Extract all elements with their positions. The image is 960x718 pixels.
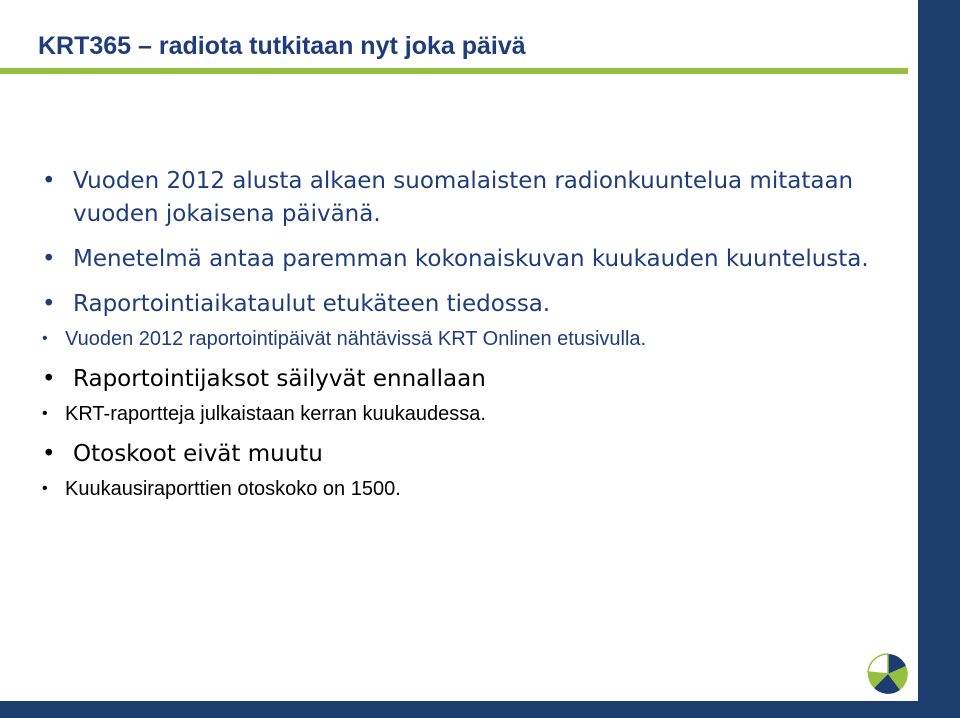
side-bar [918, 0, 960, 718]
bullet-text: Menetelmä antaa paremman kokonaiskuvan kuukauden kuuntelusta. [73, 246, 869, 272]
bullet-text: Otoskoot eivät muutu [73, 441, 323, 467]
bullet-item [42, 288, 892, 321]
bullet-item [42, 438, 892, 471]
bullet-item [42, 243, 892, 276]
bullet-list [42, 165, 892, 511]
sub-bullet-item [42, 400, 892, 428]
pie-logo-icon [866, 652, 910, 696]
bullet-text: Vuoden 2012 alusta alkaen suomalaisten radionkuuntelua mitataan vuoden jokaisena päivänä. [73, 168, 854, 227]
bullet-item [42, 165, 892, 231]
sub-bullet-text: KRT-raportteja julkaistaan kerran kuukaudessa. [65, 403, 486, 425]
sub-list-wrapper [42, 475, 892, 503]
slide-title: KRT365 – radiota tutkitaan nyt joka päivä [38, 32, 526, 60]
sub-bullet-item [42, 475, 892, 503]
bullet-item [42, 363, 892, 396]
sub-list-wrapper [42, 400, 892, 428]
sub-list-wrapper [42, 325, 892, 353]
sub-bullet-item [42, 325, 892, 353]
bullet-text: Raportointiaikataulut etukäteen tiedossa. [73, 291, 551, 317]
bullet-text: Raportointijaksot säilyvät ennallaan [73, 366, 486, 392]
sub-bullet-list [42, 475, 892, 503]
sub-bullet-text: Vuoden 2012 raportointipäivät nähtävissä KRT Onlinen etusivulla. [65, 328, 647, 350]
sub-bullet-list [42, 325, 892, 353]
sub-bullet-text: Kuukausiraporttien otoskoko on 1500. [65, 478, 401, 500]
sub-bullet-list [42, 400, 892, 428]
bottom-bar [0, 701, 918, 718]
title-divider [0, 68, 908, 74]
side-gap [908, 0, 918, 718]
